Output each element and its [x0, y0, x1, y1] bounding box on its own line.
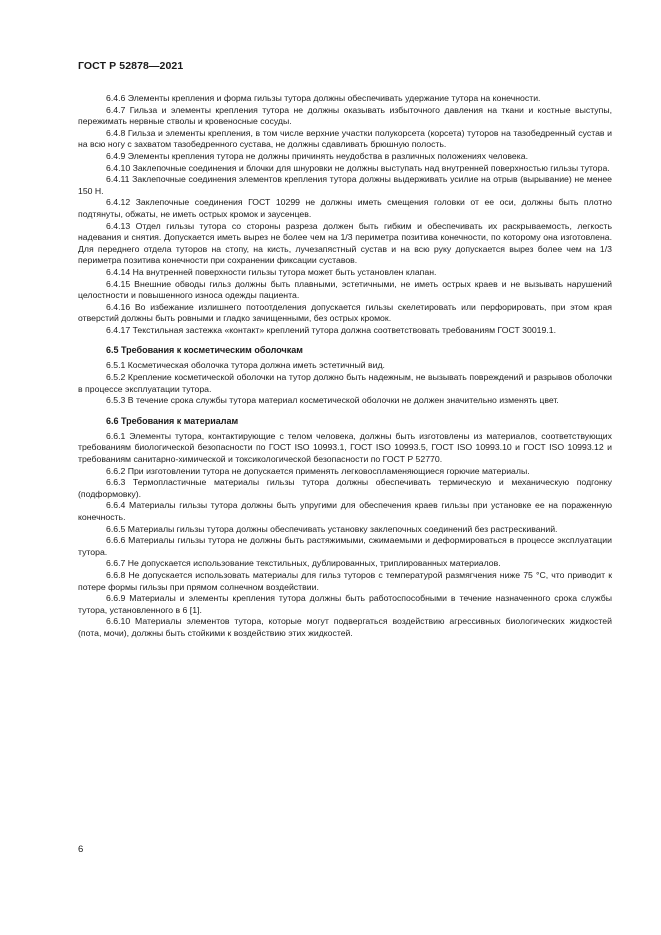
paragraph-6-6-10: 6.6.10 Материалы элементов тутора, которые могут подвергаться воздействию агрессивных биологических жидкостей (пота, мочи), должны быть стойкими к воздействию этих жидкостей. — [78, 616, 612, 638]
paragraph-6-4-13: 6.4.13 Отдел гильзы тутора со стороны разреза должен быть гибким и обеспечивать их раскрываемость, легкость надевания и снятия. Допускается иметь вырез не более чем на 1/3 периметра позитива конечности, по которому она изготовлена. Для переднего отдела туторов на стопу, на кисть, лучезапястный сустав и на всю руку допускается вырез более чем на 1/3 периметра позитива конечности при сохранении фиксации суставов. — [78, 220, 612, 266]
paragraph-6-4-12: 6.4.12 Заклепочные соединения ГОСТ 10299 не должны иметь смещения головки от ее оси, должны быть плотно подтянуты, обжаты, не иметь острых кромок и заусенцев. — [78, 197, 612, 219]
paragraph-6-5-3: 6.5.3 В течение срока службы тутора материал косметической оболочки не должен значительно изменять цвет. — [106, 395, 559, 406]
paragraph-6-6-5: 6.6.5 Материалы гильзы тутора должны обеспечивать установку заклепочных соединений без растрескиваний. — [106, 523, 558, 534]
document-header: ГОСТ Р 52878—2021 — [78, 60, 184, 72]
paragraph-6-4-9: 6.4.9 Элементы крепления тутора не должны причинять неудобства в различных положениях человека. — [106, 150, 528, 161]
paragraph-6-4-10: 6.4.10 Заклепочные соединения и блочки для шнуровки не должны выступать над внутренней поверхностью гильзы тутора. — [106, 162, 610, 173]
page-number: 6 — [78, 844, 84, 855]
document-body — [78, 93, 612, 640]
section-heading-6-5: 6.5 Требования к косметическим оболочкам — [106, 345, 303, 356]
paragraph-6-6-3: 6.6.3 Термопластичные материалы гильзы тутора должны обеспечивать термическую и механическую подгонку (подформовку). — [78, 477, 612, 499]
paragraph-6-4-11: 6.4.11 Заклепочные соединения элементов крепления тутора должны выдерживать усилие на отрыв (вырывание) не менее 150 Н. — [78, 174, 612, 196]
paragraph-6-4-17: 6.4.17 Текстильная застежка «контакт» креплений тутора должна соответствовать требованиям ГОСТ 30019.1. — [106, 324, 556, 335]
paragraph-6-6-1: 6.6.1 Элементы тутора, контактирующие с телом человека, должны быть изготовлены из материалов, соответствующих требованиям биологической безопасности по ГОСТ ISO 10993.1, ГОСТ ISO 10993.5, ГОСТ ISO 10993.10 и ГОСТ ISO 10993.12 и требованиям санитарно-химической и токсикологической безопасности по ГОСТ Р 52770. — [78, 430, 612, 465]
paragraph-6-6-9: 6.6.9 Материалы и элементы крепления тутора должны быть работоспособными в течение назначенного срока службы тутора, установленного в 6 [1]. — [78, 593, 612, 615]
paragraph-6-6-4: 6.6.4 Материалы гильзы тутора должны быть упругими для обеспечения краев гильзы при установке ее на пораженную конечность. — [78, 500, 612, 522]
paragraph-6-6-2: 6.6.2 При изготовлении тутора не допускается применять легковоспламеняющиеся горючие материалы. — [106, 465, 530, 476]
paragraph-6-4-8: 6.4.8 Гильза и элементы крепления, в том числе верхние участки полукорсета (корсета) туторов на тазобедренный сустав и на всю ногу с захватом тазобедренного сустава, не должны сдавливать брюшную полость. — [78, 127, 612, 150]
paragraph-6-5-2: 6.5.2 Крепление косметической оболочки на тутор должно быть надежным, не вызывать повреждений и разрывов оболочки в процессе эксплуатации тутора. — [78, 372, 612, 394]
paragraph-6-6-6: 6.6.6 Материалы гильзы тутора не должны быть растяжимыми, сжимаемыми и деформироваться в процессе эксплуатации тутора. — [78, 535, 612, 557]
paragraph-6-5-1: 6.5.1 Косметическая оболочка тутора должна иметь эстетичный вид. — [106, 360, 385, 371]
paragraph-6-6-8: 6.6.8 Не допускается использовать материалы для гильз туторов с температурой размягчения ниже 75 °С, что приводит к потере формы гильзы при прямом солнечном воздействии. — [78, 569, 612, 592]
section-heading-6-6: 6.6 Требования к материалам — [106, 415, 239, 426]
paragraph-6-4-16: 6.4.16 Во избежание излишнего потоотделения допускается гильзы скелетировать или перфорировать, при этом края отверстий должны быть ровными и гладко зачищенными, без острых кромок. — [78, 301, 612, 324]
paragraph-6-4-14: 6.4.14 На внутренней поверхности гильзы тутора может быть установлен клапан. — [106, 266, 437, 277]
paragraph-6-4-7: 6.4.7 Гильза и элементы крепления тутора не должны оказывать избыточного давления на ткани и костные выступы, пережимать нервные стволы и кровеносные сосуды. — [78, 104, 612, 127]
paragraph-6-4-6: 6.4.6 Элементы крепления и форма гильзы тутора должны обеспечивать удержание тутора на конечности. — [106, 93, 541, 103]
paragraph-6-6-7: 6.6.7 Не допускается использование текстильных, дублированных, триплированных материалов. — [106, 558, 501, 569]
paragraph-6-4-15: 6.4.15 Внешние обводы гильз должны быть плавными, эстетичными, не иметь острых краев и не вызывать нарушений целостности и повышенного износа одежды пациента. — [78, 278, 612, 301]
